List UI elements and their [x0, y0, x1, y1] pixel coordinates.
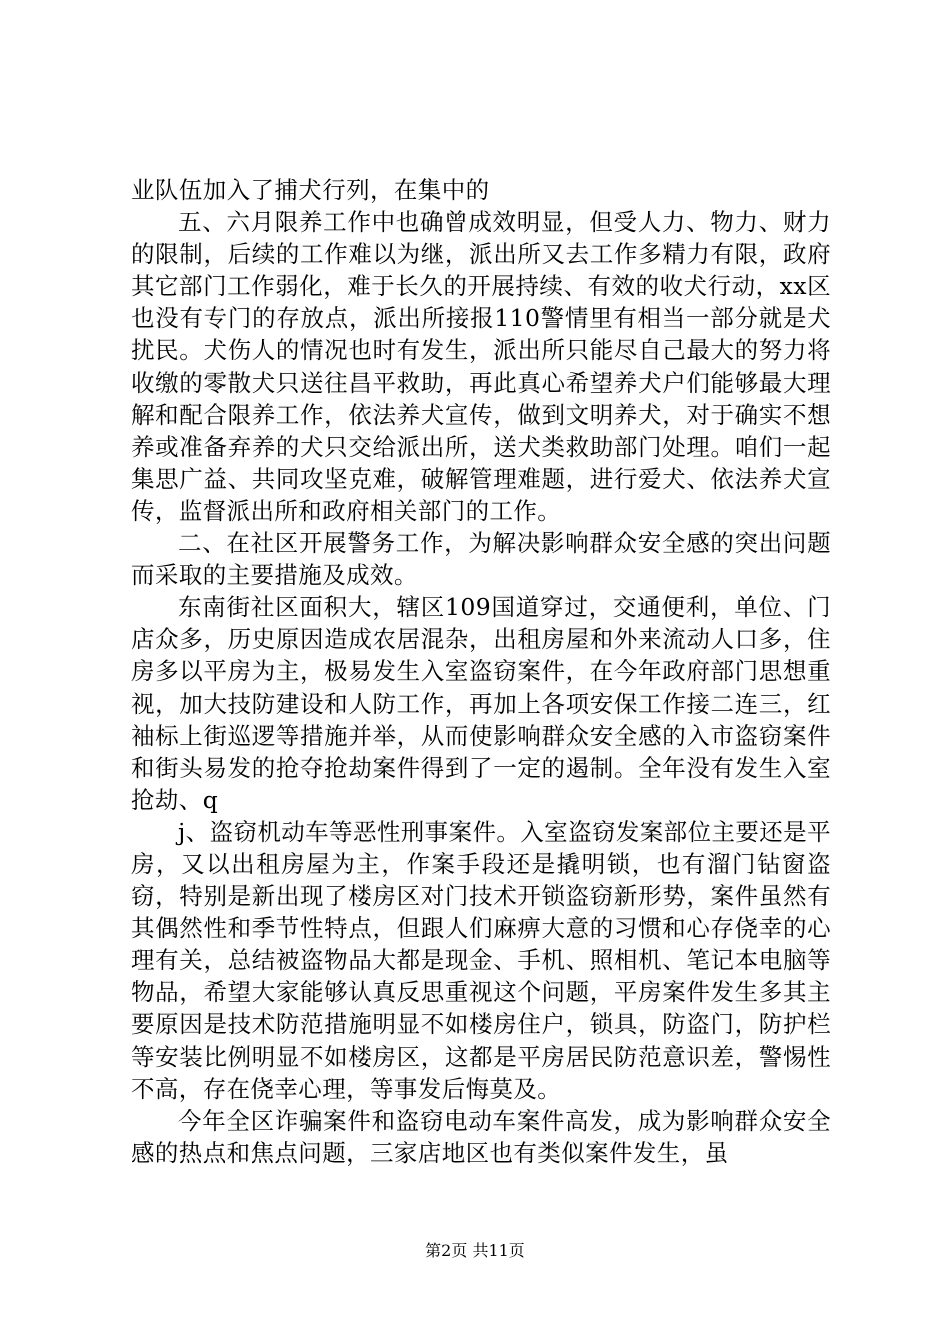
paragraph-3: 二、在社区开展警务工作，为解决影响群众安全感的突出问题而采取的主要措施及成效。 [131, 529, 831, 590]
page-footer [0, 1240, 950, 1262]
page-number-indicator: 第2页 共11页 [425, 1241, 525, 1260]
paragraph-2: 五、六月限养工作中也确曾成效明显，但受人力、物力、财力的限制，后续的工作难以为继，派出所又去工作多精力有限，政府其它部门工作弱化，难于长久的开展持续、有效的收犬行动，xx区也没有专门的存放点，派出所接报110警情里有相当一部分就是犬扰民。犬伤人的情况也时有发生，派出所只能尽自己最大的努力将收缴的零散犬只送往昌平救助，再此真心希望养犬户们能够最大理解和配合限养工作，依法养犬宣传，做到文明养犬，对于确实不想养或准备弃养的犬只交给派出所，送犬类救助部门处理。咱们一起集思广益、共同攻坚克难，破解管理难题，进行爱犬、依法养犬宣传，监督派出所和政府相关部门的工作。 [131, 208, 831, 525]
paragraph-6: 今年全区诈骗案件和盗窃电动车案件高发，成为影响群众安全感的热点和焦点问题，三家店地区也有类似案件发生，虽 [131, 1106, 831, 1167]
paragraph-1: 业队伍加入了捕犬行列，在集中的 [131, 176, 490, 204]
paragraph-4: 东南街社区面积大，辖区109国道穿过，交通便利，单位、门店众多，历史原因造成农居混杂，出租房屋和外来流动人口多，住房多以平房为主，极易发生入室盗窃案件，在今年政府部门思想重视，加大技防建设和人防工作，再加上各项安保工作接二连三，红袖标上街巡逻等措施并举，从而使影响群众安全感的入市盗窃案件和街头易发的抢夺抢劫案件得到了一定的遏制。全年没有发生入室抢劫、q [131, 593, 831, 814]
document-body [131, 174, 831, 1169]
paragraph-5: j、盗窃机动车等恶性刑事案件。入室盗窃发案部位主要还是平房，又以出租房屋为主，作案手段还是撬明锁，也有溜门钻窗盗窃，特别是新出现了楼房区对门技术开锁盗窃新形势，案件虽然有其偶然性和季节性特点，但跟人们麻痹大意的习惯和心存侥幸的心理有关，总结被盗物品大都是现金、手机、照相机、笔记本电脑等物品，希望大家能够认真反思重视这个问题，平房案件发生多其主要原因是技术防范措施明显不如楼房住户，锁具，防盗门，防护栏等安装比例明显不如楼房区，这都是平房居民防范意识差，警惕性不高，存在侥幸心理，等事发后悔莫及。 [131, 817, 831, 1103]
